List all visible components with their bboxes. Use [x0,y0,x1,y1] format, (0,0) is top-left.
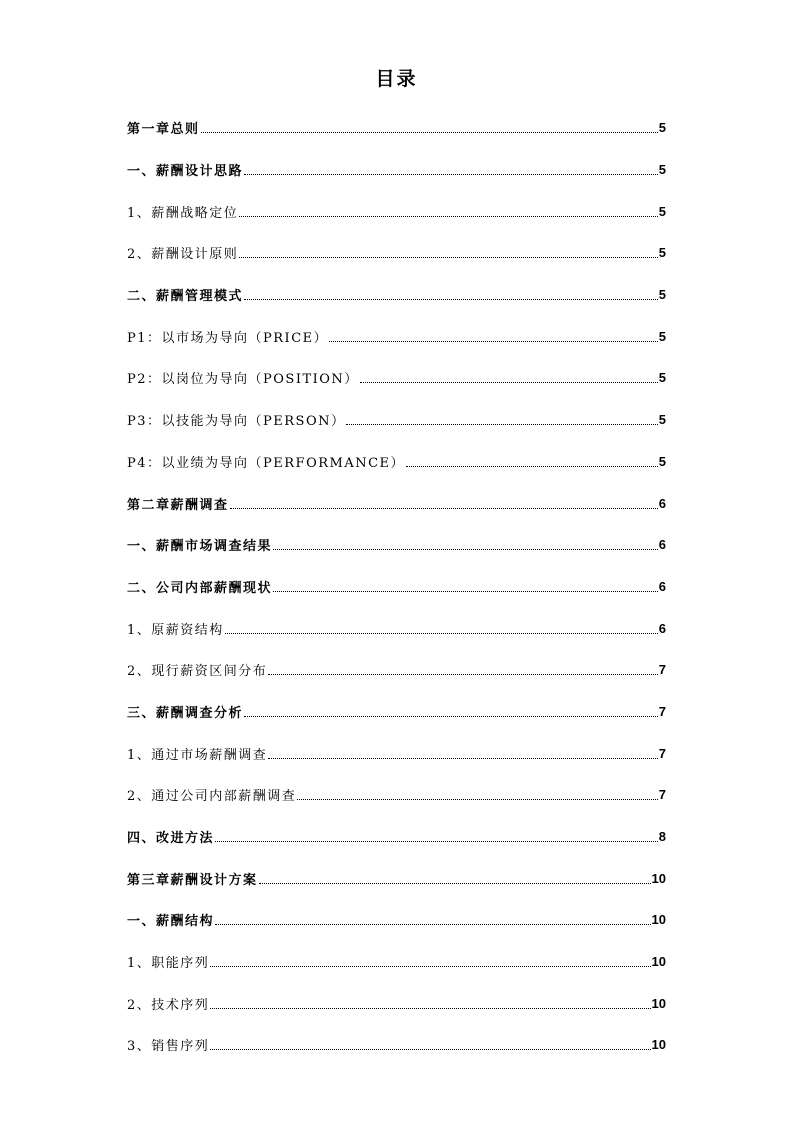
toc-entry[interactable] [127,399,666,441]
dot-leader [225,633,658,634]
toc-entry-page: 10 [651,954,666,970]
toc-entry-page: 7 [658,787,666,803]
dot-leader [273,591,658,592]
toc-entry-page: 7 [658,703,666,719]
toc-entry-page: 7 [658,745,666,761]
toc-entry-page: 5 [658,370,666,386]
toc-entry[interactable] [127,524,666,566]
toc-entry[interactable] [127,482,666,524]
toc-entry-page: 10 [651,1037,666,1053]
toc-entry[interactable] [127,774,666,816]
toc-entry-label: 四、改进方法 [127,831,215,847]
toc-entry-label: 一、薪酬设计思路 [127,164,244,180]
toc-entry-page: 7 [658,662,666,678]
toc-entry-label: 第二章薪酬调查 [127,497,229,513]
dot-leader [215,924,651,925]
toc-entry[interactable] [127,190,666,232]
toc-entry-label: P2：以岗位为导向（POSITION） [127,372,359,388]
dot-leader [239,257,657,258]
toc-entry-label: 2、薪酬设计原则 [127,247,239,263]
dot-leader [406,466,658,467]
toc-entry-page: 10 [651,912,666,928]
dot-leader [244,299,658,300]
toc-entry-label: 一、薪酬市场调查结果 [127,539,273,555]
toc-entry[interactable] [127,941,666,983]
toc-entry-label: 3、销售序列 [127,1039,210,1055]
toc-entry[interactable] [127,357,666,399]
toc-entry-page: 6 [658,537,666,553]
toc-entry-page: 6 [658,578,666,594]
toc-entry-label: 一、薪酬结构 [127,914,215,930]
toc-entry-page: 10 [651,870,666,886]
toc-entry-label: 1、原薪资结构 [127,622,224,638]
toc-entry-label: 二、薪酬管理模式 [127,289,244,305]
table-of-contents [127,107,666,1066]
dot-leader [215,841,658,842]
toc-entry-label: 1、薪酬战略定位 [127,205,239,221]
toc-entry-page: 5 [658,245,666,261]
toc-entry-label: 二、公司内部薪酬现状 [127,580,273,596]
toc-entry-label: P1：以市场为导向（PRICE） [127,330,329,346]
toc-entry[interactable] [127,315,666,357]
toc-entry[interactable] [127,274,666,316]
toc-entry[interactable] [127,566,666,608]
dot-leader [239,216,657,217]
toc-entry[interactable] [127,649,666,691]
dot-leader [210,1049,650,1050]
dot-leader [360,382,658,383]
toc-entry-page: 10 [651,995,666,1011]
toc-entry[interactable] [127,691,666,733]
toc-entry-page: 5 [658,162,666,178]
dot-leader [268,758,657,759]
toc-entry-page: 6 [658,620,666,636]
toc-entry-label: 第一章总则 [127,122,200,138]
toc-entry-page: 5 [658,120,666,136]
toc-entry-label: 2、现行薪资区间分布 [127,664,268,680]
toc-entry[interactable] [127,732,666,774]
toc-entry[interactable] [127,857,666,899]
toc-entry-page: 5 [658,453,666,469]
toc-entry-label: 2、通过公司内部薪酬调查 [127,789,297,805]
toc-entry[interactable] [127,982,666,1024]
toc-entry[interactable] [127,107,666,149]
toc-entry[interactable] [127,899,666,941]
toc-entry[interactable] [127,816,666,858]
toc-entry-label: 1、职能序列 [127,956,210,972]
dot-leader [268,674,657,675]
dot-leader [244,716,658,717]
toc-entry-label: 2、技术序列 [127,997,210,1013]
toc-entry-label: 第三章薪酬设计方案 [127,872,258,888]
toc-entry-page: 5 [658,287,666,303]
dot-leader [346,424,657,425]
dot-leader [329,341,658,342]
toc-entry-page: 5 [658,328,666,344]
dot-leader [201,132,658,133]
toc-entry-page: 5 [658,412,666,428]
toc-entry[interactable] [127,441,666,483]
dot-leader [210,1008,650,1009]
dot-leader [259,883,651,884]
toc-entry-page: 5 [658,203,666,219]
toc-entry-label: 三、薪酬调查分析 [127,705,244,721]
toc-entry[interactable] [127,1024,666,1066]
toc-entry-page: 6 [658,495,666,511]
toc-entry-label: 1、通过市场薪酬调查 [127,747,268,763]
dot-leader [273,549,658,550]
toc-title: 目录 [375,68,418,90]
toc-entry[interactable] [127,149,666,191]
toc-entry-page: 8 [658,829,666,845]
toc-entry[interactable] [127,232,666,274]
toc-entry[interactable] [127,607,666,649]
dot-leader [210,966,650,967]
dot-leader [230,508,658,509]
toc-entry-label: P4：以业绩为导向（PERFORMANCE） [127,455,406,471]
toc-entry-label: P3：以技能为导向（PERSON） [127,414,346,430]
dot-leader [297,799,657,800]
dot-leader [244,174,658,175]
